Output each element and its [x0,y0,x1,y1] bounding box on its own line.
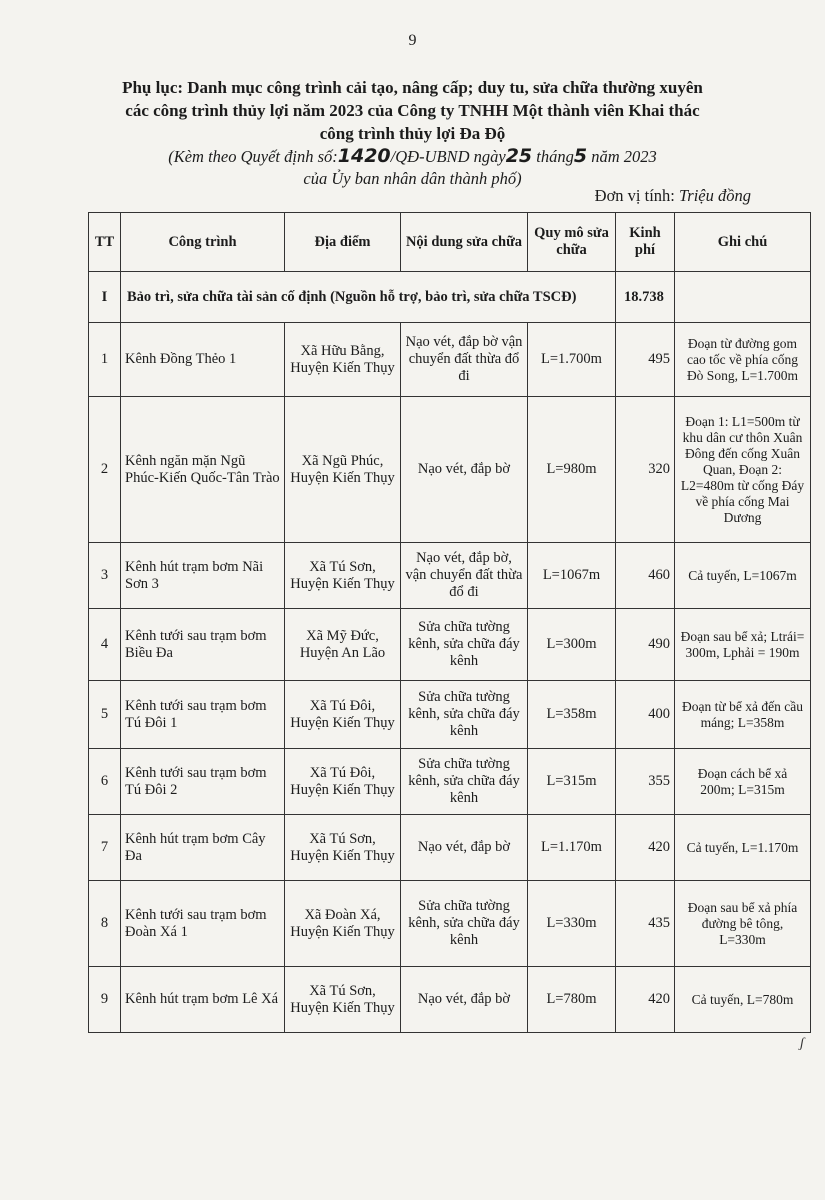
subtitle-suffix: năm 2023 [587,147,657,166]
table-row [89,681,811,749]
subtitle-line-1 [60,145,765,168]
row-name: Kênh ngăn mặn Ngũ Phúc-Kiến Quốc-Tân Trào [121,397,285,543]
decision-number: 1420 [337,145,391,167]
header-note: Ghi chú [675,213,811,272]
section-cost: 18.738 [616,272,675,323]
row-cost: 490 [616,609,675,681]
unit-value: Triệu đồng [679,186,751,205]
row-name: Kênh hút trạm bơm Nãi Sơn 3 [121,543,285,609]
row-tt: 3 [89,543,121,609]
table-row [89,323,811,397]
row-tt: 1 [89,323,121,397]
row-note: Cả tuyến, L=1067m [675,543,811,609]
table-row [89,815,811,881]
row-place: Xã Ngũ Phúc, Huyện Kiến Thụy [285,397,401,543]
row-scale: L=315m [528,749,616,815]
row-tt: 2 [89,397,121,543]
row-cost: 320 [616,397,675,543]
row-place: Xã Hữu Bằng, Huyện Kiến Thụy [285,323,401,397]
row-cost: 495 [616,323,675,397]
header-tt: TT [89,213,121,272]
header-content: Nội dung sửa chữa [401,213,528,272]
row-content: Sửa chữa tường kênh, sửa chữa đáy kênh [401,681,528,749]
row-tt: 5 [89,681,121,749]
row-name: Kênh tưới sau trạm bơm Tú Đôi 1 [121,681,285,749]
table-row [89,881,811,967]
row-note: Đoạn cách bể xả 200m; L=315m [675,749,811,815]
title-line-2: các công trình thủy lợi năm 2023 của Công ty TNHH Một thành viên Khai thác [125,101,700,120]
row-tt: 9 [89,967,121,1033]
margin-mark: ʃ [800,1036,805,1051]
row-scale: L=780m [528,967,616,1033]
row-content: Sửa chữa tường kênh, sửa chữa đáy kênh [401,881,528,967]
row-scale: L=1.700m [528,323,616,397]
header-scale: Quy mô sửa chữa [528,213,616,272]
header-row [89,213,811,272]
row-place: Xã Mỹ Đức, Huyện An Lão [285,609,401,681]
row-tt: 6 [89,749,121,815]
row-content: Sửa chữa tường kênh, sửa chữa đáy kênh [401,609,528,681]
row-place: Xã Tú Đôi, Huyện Kiến Thụy [285,749,401,815]
row-cost: 420 [616,967,675,1033]
section-tt: I [89,272,121,323]
row-name: Kênh tưới sau trạm bơm Đoàn Xá 1 [121,881,285,967]
subtitle-line-2: của Ủy ban nhân dân thành phố) [303,169,522,188]
row-name: Kênh hút trạm bơm Lê Xá [121,967,285,1033]
header-name: Công trình [121,213,285,272]
row-name: Kênh tưới sau trạm bơm Tú Đôi 2 [121,749,285,815]
row-content: Sửa chữa tường kênh, sửa chữa đáy kênh [401,749,528,815]
row-note: Đoạn 1: L1=500m từ khu dân cư thôn Xuân Đông đến cống Xuân Quan, Đoạn 2: L2=480m từ cống Đáy về phía cống Mai Dương [675,397,811,543]
row-cost: 460 [616,543,675,609]
title-line-1: Phụ lục: Danh mục công trình cải tạo, nâng cấp; duy tu, sửa chữa thường xuyên [122,78,703,97]
project-table [88,212,811,1033]
section-note [675,272,811,323]
row-place: Xã Tú Đôi, Huyện Kiến Thụy [285,681,401,749]
decision-day: 25 [505,145,533,167]
table-row [89,749,811,815]
table-row [89,609,811,681]
section-row [89,272,811,323]
row-content: Nạo vét, đắp bờ [401,815,528,881]
unit-label: Đơn vị tính: [594,186,680,205]
row-tt: 8 [89,881,121,967]
title-line-3: công trình thủy lợi Đa Độ [319,124,506,143]
row-name: Kênh hút trạm bơm Cây Đa [121,815,285,881]
subtitle-mid-1: /QĐ-UBND ngày [390,147,506,166]
row-note: Đoạn từ bể xả đến cầu máng; L=358m [675,681,811,749]
row-tt: 4 [89,609,121,681]
row-place: Xã Đoàn Xá, Huyện Kiến Thụy [285,881,401,967]
table-row [89,543,811,609]
unit-line [595,186,751,206]
table-row [89,967,811,1033]
row-scale: L=1.170m [528,815,616,881]
row-note: Cả tuyến, L=780m [675,967,811,1033]
row-content: Nạo vét, đắp bờ [401,967,528,1033]
section-name: Bảo trì, sửa chữa tài sản cố định (Nguồn hỗ trợ, bảo trì, sửa chữa TSCĐ) [121,272,616,323]
row-place: Xã Tú Sơn, Huyện Kiến Thụy [285,815,401,881]
row-cost: 400 [616,681,675,749]
row-scale: L=980m [528,397,616,543]
row-note: Đoạn sau bể xả; Ltrái= 300m, Lphải = 190m [675,609,811,681]
page-number: 9 [408,32,417,49]
row-name: Kênh tưới sau trạm bơm Biều Đa [121,609,285,681]
row-place: Xã Tú Sơn, Huyện Kiến Thụy [285,967,401,1033]
subtitle-mid-2: tháng [532,147,574,166]
row-cost: 420 [616,815,675,881]
row-scale: L=330m [528,881,616,967]
row-note: Cả tuyến, L=1.170m [675,815,811,881]
row-scale: L=300m [528,609,616,681]
row-scale: L=358m [528,681,616,749]
title-block [60,76,765,190]
row-content: Nạo vét, đắp bờ vận chuyển đất thừa đổ đi [401,323,528,397]
row-content: Nạo vét, đắp bờ, vận chuyển đất thừa đổ đi [401,543,528,609]
row-scale: L=1067m [528,543,616,609]
row-note: Đoạn sau bể xả phía đường bê tông, L=330m [675,881,811,967]
table-row [89,397,811,543]
row-cost: 355 [616,749,675,815]
header-cost: Kinh phí [616,213,675,272]
row-place: Xã Tú Sơn, Huyện Kiến Thụy [285,543,401,609]
row-note: Đoạn từ đường gom cao tốc về phía cống Đò Song, L=1.700m [675,323,811,397]
header-place: Địa điểm [285,213,401,272]
row-cost: 435 [616,881,675,967]
row-tt: 7 [89,815,121,881]
row-name: Kênh Đồng Thẻo 1 [121,323,285,397]
row-content: Nạo vét, đắp bờ [401,397,528,543]
subtitle-prefix: (Kèm theo Quyết định số: [168,147,338,166]
decision-month: 5 [573,145,588,167]
